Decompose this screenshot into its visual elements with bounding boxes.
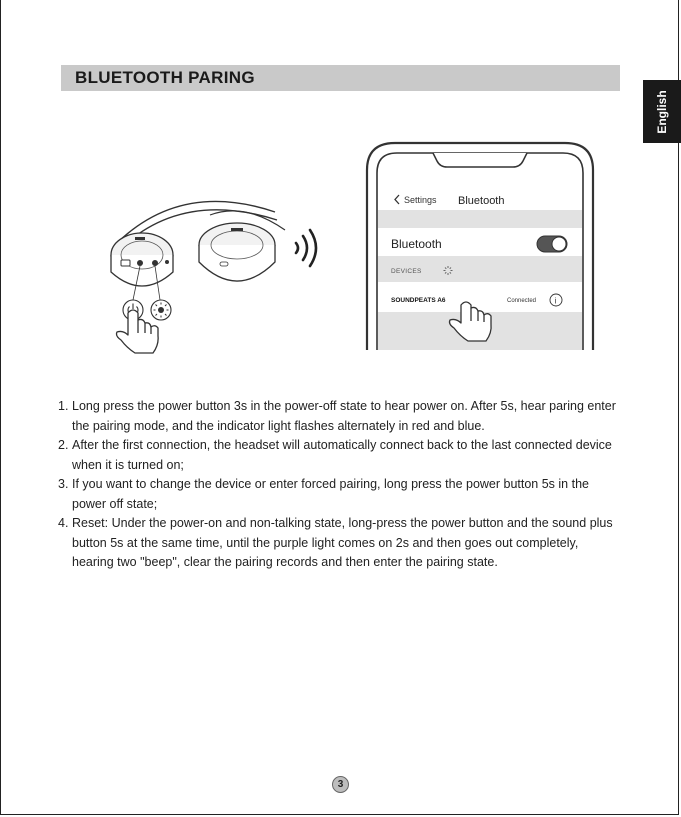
instruction-text: Reset: Under the power-on and non-talking state, long-press the power button and the sound plus button 5s at the same time, until the purple light comes on 2s and then goes out completely, hearing two "beep", clear the pairing records and then enter the pairing state.	[72, 516, 613, 569]
headphone-illustration	[95, 190, 395, 360]
instruction-item	[58, 475, 618, 514]
devices-label: DEVICES	[391, 268, 422, 275]
section-header	[61, 65, 620, 91]
instruction-list	[58, 397, 618, 573]
phone-screen-title: Bluetooth	[458, 195, 505, 207]
language-label: English	[655, 89, 669, 134]
phone-illustration	[355, 135, 605, 355]
device-status: Connected	[507, 298, 537, 304]
instruction-number: 4.	[58, 516, 69, 530]
instruction-item	[58, 436, 618, 475]
bluetooth-waves-icon	[296, 230, 316, 266]
page-number: 3	[332, 776, 349, 793]
svg-text:i: i	[554, 296, 557, 306]
bluetooth-label: Bluetooth	[391, 237, 442, 251]
pointing-hand-icon	[117, 310, 159, 353]
instruction-text: After the first connection, the headset will automatically connect back to the last connected device when it is turned on;	[72, 438, 612, 472]
instruction-text: If you want to change the device or enter forced pairing, long press the power button 5s in the power off state;	[72, 477, 589, 511]
section-title: BLUETOOTH PARING	[75, 68, 255, 87]
instruction-number: 2.	[58, 438, 69, 452]
instruction-item	[58, 514, 618, 573]
language-tab	[643, 80, 681, 143]
instruction-item	[58, 397, 618, 436]
bluetooth-toggle	[537, 236, 567, 252]
instruction-text: Long press the power button 3s in the power-off state to hear power on. After 5s, hear paring enter the pairing mode, and the indicator light flashes alternately in red and blue.	[72, 399, 616, 433]
brightness-icon	[151, 300, 171, 320]
back-button: Settings	[404, 195, 437, 205]
device-name: SOUNDPEATS A6	[391, 297, 446, 304]
instruction-number: 1.	[58, 399, 69, 413]
info-icon	[550, 294, 562, 306]
instruction-number: 3.	[58, 477, 69, 491]
